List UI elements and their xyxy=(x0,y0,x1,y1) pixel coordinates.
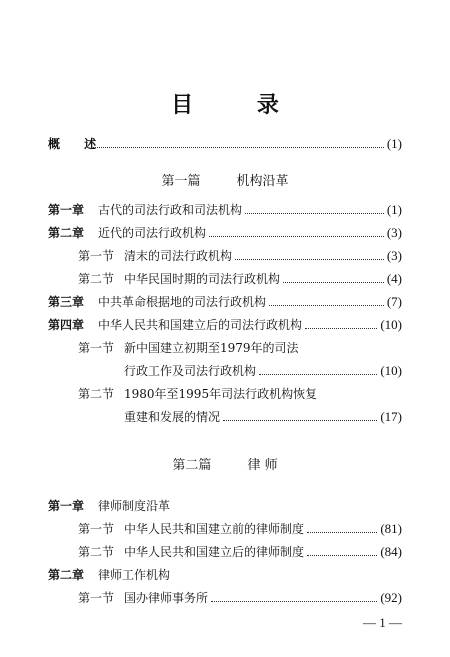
entry-title: 行政工作及司法行政机构 xyxy=(124,364,257,378)
entry-page: (1) xyxy=(386,136,402,151)
entry-title: 古代的司法行政和司法机构 xyxy=(98,203,243,217)
entry-title: 1980年至1995年司法行政机构恢复 xyxy=(124,387,318,401)
entry-title: 国办律师事务所 xyxy=(124,591,209,605)
toc-entry-continuation[interactable] xyxy=(124,361,402,379)
toc-entry[interactable] xyxy=(48,315,402,333)
part-label: 第一篇 xyxy=(161,174,201,189)
dot-leader xyxy=(269,305,384,306)
entry-number: 第一节 xyxy=(78,522,115,536)
page-title: 目 录 xyxy=(171,93,307,118)
dot-leader xyxy=(223,420,377,421)
part-label: 第二篇 xyxy=(172,458,212,473)
entry-page: (84) xyxy=(380,544,402,559)
part-name: 律 师 xyxy=(247,458,278,473)
entry-label: 概 述 xyxy=(48,137,107,151)
toc-entry-overview[interactable] xyxy=(48,134,402,152)
entry-number: 第一节 xyxy=(78,249,115,263)
entry-page: (3) xyxy=(386,225,402,240)
entry-number: 第四章 xyxy=(48,318,85,332)
dot-leader xyxy=(259,374,377,375)
toc-entry-continuation[interactable] xyxy=(124,407,402,425)
entry-title: 新中国建立初期至1979年的司法 xyxy=(124,341,299,355)
entry-title: 中华民国时期的司法行政机构 xyxy=(124,272,281,286)
entry-number: 第二章 xyxy=(48,226,85,240)
dot-leader xyxy=(235,259,384,260)
entry-number: 第一节 xyxy=(78,591,115,605)
toc-entry[interactable] xyxy=(78,588,402,606)
toc-entry[interactable] xyxy=(48,292,402,310)
part-heading xyxy=(0,170,450,189)
entry-page: (10) xyxy=(380,363,402,378)
dot-leader xyxy=(209,236,384,237)
entry-number: 第一章 xyxy=(48,499,85,513)
dot-leader xyxy=(211,601,377,602)
entry-page: (4) xyxy=(386,271,402,286)
entry-number: 第三章 xyxy=(48,295,85,309)
entry-title: 中华人民共和国建立后的律师制度 xyxy=(124,545,305,559)
toc-entry[interactable] xyxy=(48,496,402,514)
toc-entry[interactable] xyxy=(78,384,402,402)
entry-page: (10) xyxy=(380,317,402,332)
dot-leader xyxy=(307,555,377,556)
entry-page: (3) xyxy=(386,248,402,263)
entry-page: (1) xyxy=(386,202,402,217)
dot-leader xyxy=(283,282,384,283)
toc-entry[interactable] xyxy=(78,542,402,560)
entry-title: 中华人民共和国建立前的律师制度 xyxy=(124,522,305,536)
entry-title: 中华人民共和国建立后的司法行政机构 xyxy=(98,318,303,332)
entry-title: 中共革命根据地的司法行政机构 xyxy=(98,295,267,309)
dot-leader xyxy=(245,213,384,214)
entry-number: 第一章 xyxy=(48,203,85,217)
entry-number: 第二节 xyxy=(78,545,115,559)
entry-number: 第二章 xyxy=(48,568,85,582)
entry-page: (92) xyxy=(380,590,402,605)
part-name: 机构沿革 xyxy=(236,174,289,189)
entry-title: 重建和发展的情况 xyxy=(124,410,221,424)
entry-title: 律师工作机构 xyxy=(98,568,171,582)
dot-leader xyxy=(305,328,377,329)
toc-entry[interactable] xyxy=(78,269,402,287)
entry-number: 第一节 xyxy=(78,341,115,355)
toc-entry[interactable] xyxy=(78,519,402,537)
toc-entry[interactable] xyxy=(48,565,402,583)
entry-page: (17) xyxy=(380,409,402,424)
entry-number: 第二节 xyxy=(78,387,115,401)
entry-title: 近代的司法行政机构 xyxy=(98,226,207,240)
page-number: — 1 — xyxy=(363,615,402,630)
dot-leader xyxy=(307,532,377,533)
toc-entry[interactable] xyxy=(48,223,402,241)
entry-page: (81) xyxy=(380,521,402,536)
toc-entry[interactable] xyxy=(78,246,402,264)
toc-entry[interactable] xyxy=(78,338,402,356)
entry-title: 清末的司法行政机构 xyxy=(124,249,233,263)
dot-leader xyxy=(91,147,384,148)
part-heading xyxy=(0,454,450,473)
entry-page: (7) xyxy=(386,294,402,309)
toc-entry[interactable] xyxy=(48,200,402,218)
entry-title: 律师制度沿革 xyxy=(98,499,171,513)
entry-number: 第二节 xyxy=(78,272,115,286)
